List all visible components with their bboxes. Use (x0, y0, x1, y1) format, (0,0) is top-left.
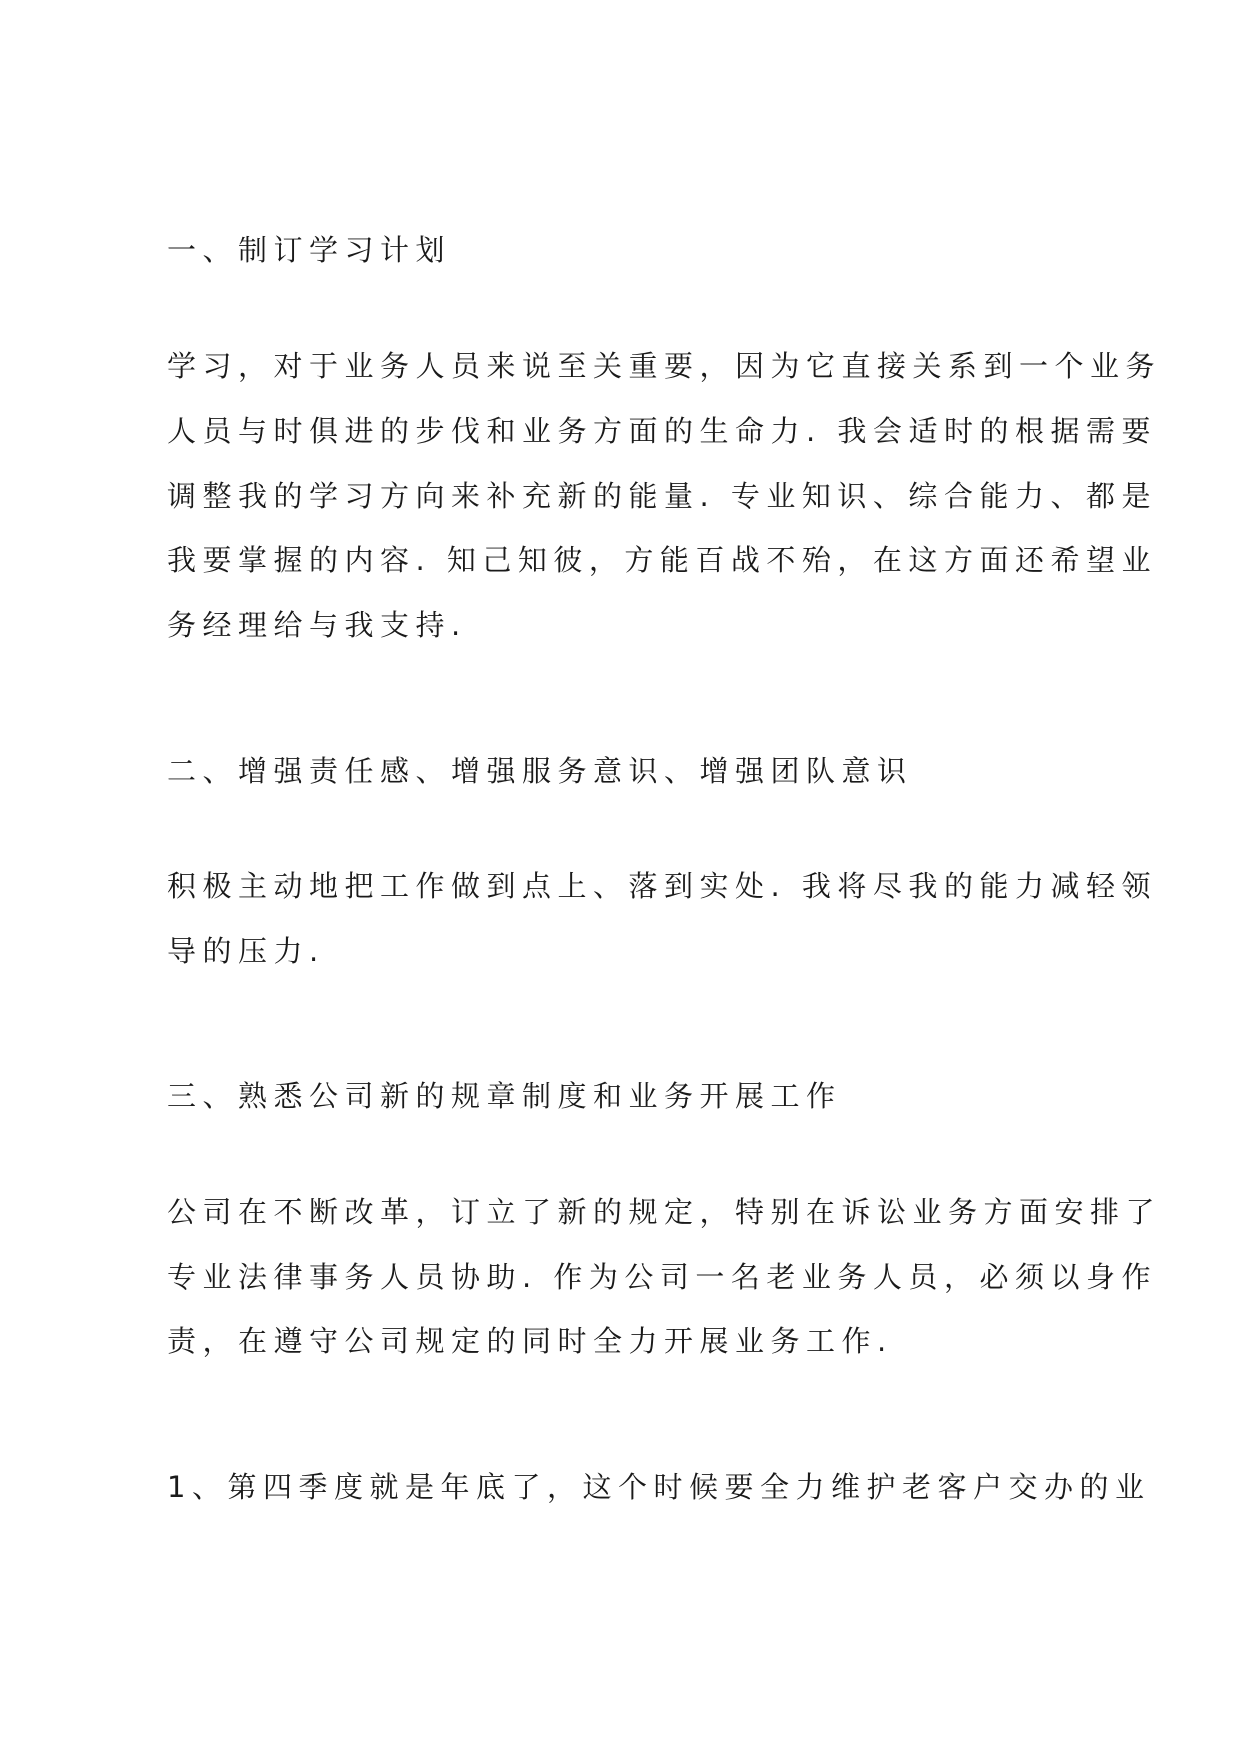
paragraph-line: 调整我的学习方向来补充新的能量. 专业知识、综合能力、都是 (167, 479, 1157, 513)
paragraph-line: 导的压力. (167, 934, 325, 968)
paragraph-line: 责，在遵守公司规定的同时全力开展业务工作. (167, 1324, 893, 1358)
paragraph-line: 公司在不断改革，订立了新的规定，特别在诉讼业务方面安排了 (167, 1195, 1162, 1229)
paragraph-line: 务经理给与我支持. (167, 608, 467, 642)
paragraph-line: 我要掌握的内容. 知己知彼，方能百战不殆，在这方面还希望业 (167, 543, 1157, 577)
list-item-1: 1、第四季度就是年底了，这个时候要全力维护老客户交办的业 (167, 1470, 1151, 1504)
paragraph-line: 学习，对于业务人员来说至关重要，因为它直接关系到一个业务 (167, 349, 1162, 383)
section-1-heading: 一、制订学习计划 (167, 233, 452, 267)
paragraph-line: 人员与时俱进的步伐和业务方面的生命力. 我会适时的根据需要 (167, 414, 1157, 448)
paragraph-line: 积极主动地把工作做到点上、落到实处. 我将尽我的能力减轻领 (167, 869, 1157, 903)
section-2-heading: 二、增强责任感、增强服务意识、增强团队意识 (167, 754, 913, 788)
paragraph-line: 专业法律事务人员协助. 作为公司一名老业务人员，必须以身作 (167, 1260, 1157, 1294)
section-3-heading: 三、熟悉公司新的规章制度和业务开展工作 (167, 1079, 842, 1113)
